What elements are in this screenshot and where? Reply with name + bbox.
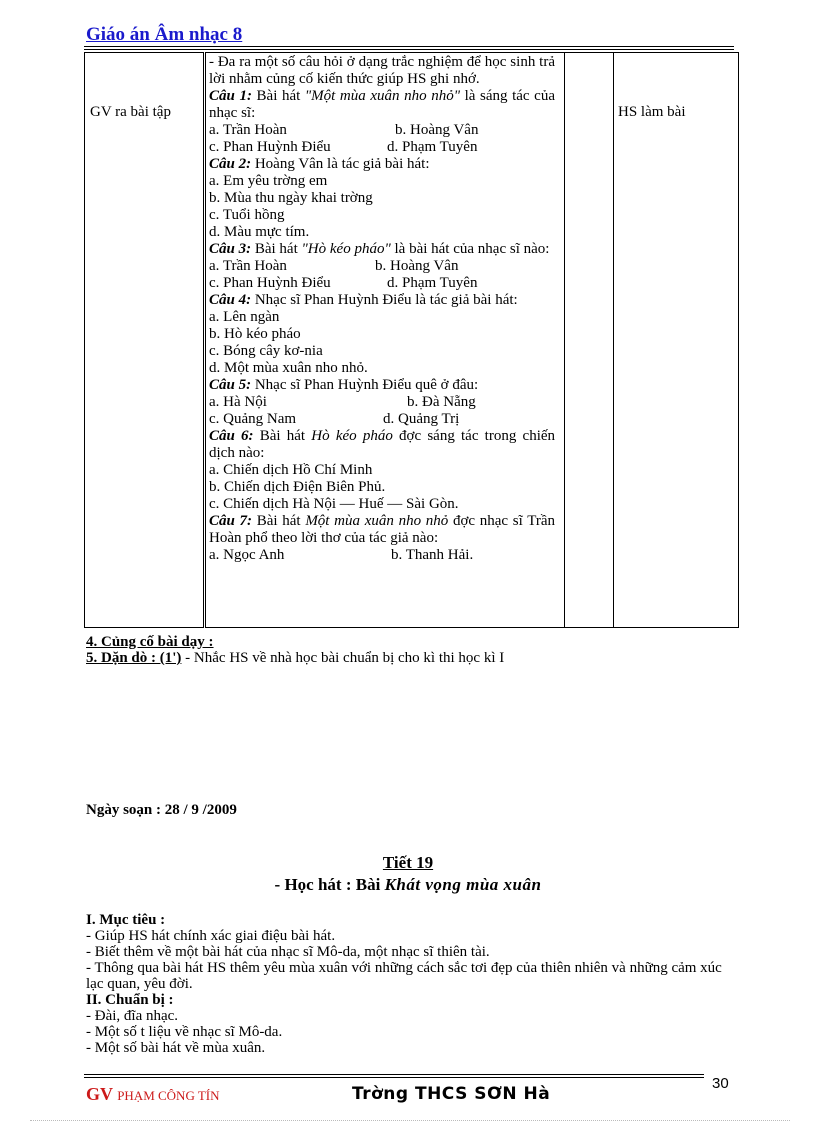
question-text: Bài hát: [251, 88, 305, 104]
question-text: Nhạc sĩ Phan Huỳnh Điểu quê ở đâu:: [251, 377, 479, 393]
page-number: 30: [712, 1075, 729, 1092]
answer-option: b. Chiến dịch Điện Biên Phủ.: [209, 479, 386, 495]
quiz-content: [209, 54, 555, 626]
section-heading: I. Mục tiêu :: [86, 912, 166, 928]
footer-school: Trờng THCS SƠN Hà: [352, 1084, 551, 1104]
header-rule: [84, 49, 734, 50]
footer-gv-label: GV: [86, 1084, 113, 1104]
question-label: Câu 1:: [209, 88, 252, 104]
answer-row: [209, 275, 555, 292]
question-label: Câu 7:: [209, 513, 253, 529]
answer-option: c. Bóng cây kơ-nia: [209, 343, 323, 359]
answer-option: d. Phạm Tuyên: [387, 139, 478, 155]
song-prefix: - Học hát : Bài: [274, 875, 385, 894]
question-label: Câu 3:: [209, 241, 252, 257]
answer-option: b. Hoàng Vân: [375, 258, 459, 274]
answer-option: c. Tuổi hồng: [209, 207, 285, 223]
answer-option: d. Phạm Tuyên: [387, 275, 478, 291]
answer-option: a. Lên ngàn: [209, 309, 280, 325]
footer-rule: [84, 1077, 704, 1078]
page-header-title: Giáo án Âm nhạc 8: [86, 24, 243, 45]
section-heading: II. Chuẩn bị :: [86, 992, 174, 1008]
step-5-line: [86, 650, 504, 667]
step-text: - Nhắc HS về nhà học bài chuẩn bị cho kì thi học kì I: [181, 650, 505, 666]
answer-option: b. Đà Nẵng: [407, 394, 476, 410]
answer-option: a. Trần Hoàn: [209, 122, 287, 138]
song-line: [0, 875, 816, 895]
page-edge: [30, 1120, 790, 1121]
question-text: là sáng tác của nhạc sĩ:: [209, 88, 555, 121]
answer-row: [209, 411, 555, 428]
answer-option: d. Quảng Trị: [383, 411, 460, 427]
answer-option: b. Mùa thu ngày khai trờng: [209, 190, 373, 206]
quiz-intro: - Đa ra một số câu hỏi ở dạng trắc nghiệm để học sinh trả lời nhằm củng cố kiến thức giúp HS ghi nhớ.: [209, 54, 555, 87]
student-activity-text: HS làm bài: [618, 104, 686, 120]
answer-option: c. Chiến dịch Hà Nội — Huế — Sài Gòn.: [209, 496, 459, 512]
teacher-activity-cell: [85, 53, 205, 628]
answer-option: a. Em yêu trờng em: [209, 173, 328, 189]
student-activity-cell: [614, 53, 739, 628]
step-4-heading: [86, 634, 214, 651]
question-label: Câu 5:: [209, 377, 252, 393]
answer-option: b. Hoàng Vân: [395, 122, 479, 138]
question-text: đợc sáng tác trong chiến dịch nào:: [209, 428, 555, 461]
question-text: là bài hát của nhạc sĩ nào:: [390, 241, 550, 257]
list-item: - Một số t liệu về nhạc sĩ Mô-da.: [86, 1024, 283, 1040]
answer-row: [209, 394, 555, 411]
question-1: [209, 88, 555, 122]
answer-option: a. Ngọc Anh: [209, 547, 285, 563]
song-title: "Hò kéo pháo": [301, 241, 391, 257]
answer-option: a. Trần Hoàn: [209, 258, 287, 274]
question-7: [209, 513, 555, 547]
preparation-date: Ngày soạn : 28 / 9 /2009: [86, 802, 237, 818]
answer-option: b. Thanh Hải.: [391, 547, 474, 563]
answer-option: a. Chiến dịch Hồ Chí Minh: [209, 462, 373, 478]
song-title: Hò kéo pháo: [311, 428, 393, 444]
question-3: [209, 241, 555, 258]
question-text: đợc nhạc sĩ Trần Hoàn phổ theo lời thơ của tác giả nào:: [209, 513, 555, 546]
question-4: [209, 292, 555, 309]
step-label: 5. Dặn dò : (1'): [86, 650, 182, 666]
question-text: Nhạc sĩ Phan Huỳnh Điểu là tác giả bài hát:: [251, 292, 518, 308]
question-6: [209, 428, 555, 462]
answer-option: c. Phan Huỳnh Điểu: [209, 275, 331, 291]
question-label: Câu 4:: [209, 292, 252, 308]
footer-teacher: [86, 1084, 220, 1105]
answer-option: b. Hò kéo pháo: [209, 326, 301, 342]
answer-row: [209, 122, 555, 139]
answer-option: d. Màu mực tím.: [209, 224, 310, 240]
answer-row: [209, 139, 555, 156]
question-text: Hoàng Vân là tác giả bài hát:: [251, 156, 430, 172]
song-name: Khát vọng mùa xuân: [384, 875, 542, 894]
question-label: Câu 6:: [209, 428, 254, 444]
list-item: - Đài, đĩa nhạc.: [86, 1008, 179, 1024]
section-objectives: [86, 912, 726, 1056]
question-5: [209, 377, 555, 394]
question-text: Bài hát: [252, 513, 306, 529]
song-title: Một mùa xuân nho nhỏ: [305, 513, 449, 529]
footer-rule: [84, 1074, 704, 1075]
list-item: - Thông qua bài hát HS thêm yêu mùa xuân với những cách sắc tơi đẹp của thiên nhiên và những cảm xúc lạc quan, yêu đời.: [86, 960, 722, 992]
teacher-activity-text: GV ra bài tập: [90, 104, 171, 120]
lesson-title: Tiết 19: [382, 853, 434, 872]
answer-option: d. Một mùa xuân nho nhỏ.: [209, 360, 368, 376]
question-text: Bài hát: [253, 428, 312, 444]
list-item: - Giúp HS hát chính xác giai điệu bài hát.: [86, 928, 336, 944]
step-label: 4. Củng cố bài dạy :: [86, 634, 214, 650]
question-text: Bài hát: [251, 241, 302, 257]
answer-row: [209, 258, 555, 275]
list-item: - Biết thêm về một bài hát của nhạc sĩ Mô-da, một nhạc sĩ thiên tài.: [86, 944, 490, 960]
song-title: "Một mùa xuân nho nhỏ": [304, 88, 460, 104]
question-label: Câu 2:: [209, 156, 252, 172]
question-2: [209, 156, 555, 173]
footer-teacher-name: PHẠM CÔNG TÍN: [117, 1088, 220, 1103]
header-rule: [84, 46, 734, 47]
list-item: - Một số bài hát về mùa xuân.: [86, 1040, 266, 1056]
answer-row: [209, 547, 555, 564]
answer-option: c. Phan Huỳnh Điểu: [209, 139, 331, 155]
answer-option: c. Quảng Nam: [209, 411, 297, 427]
answer-option: a. Hà Nội: [209, 394, 267, 410]
empty-cell: [565, 53, 614, 628]
